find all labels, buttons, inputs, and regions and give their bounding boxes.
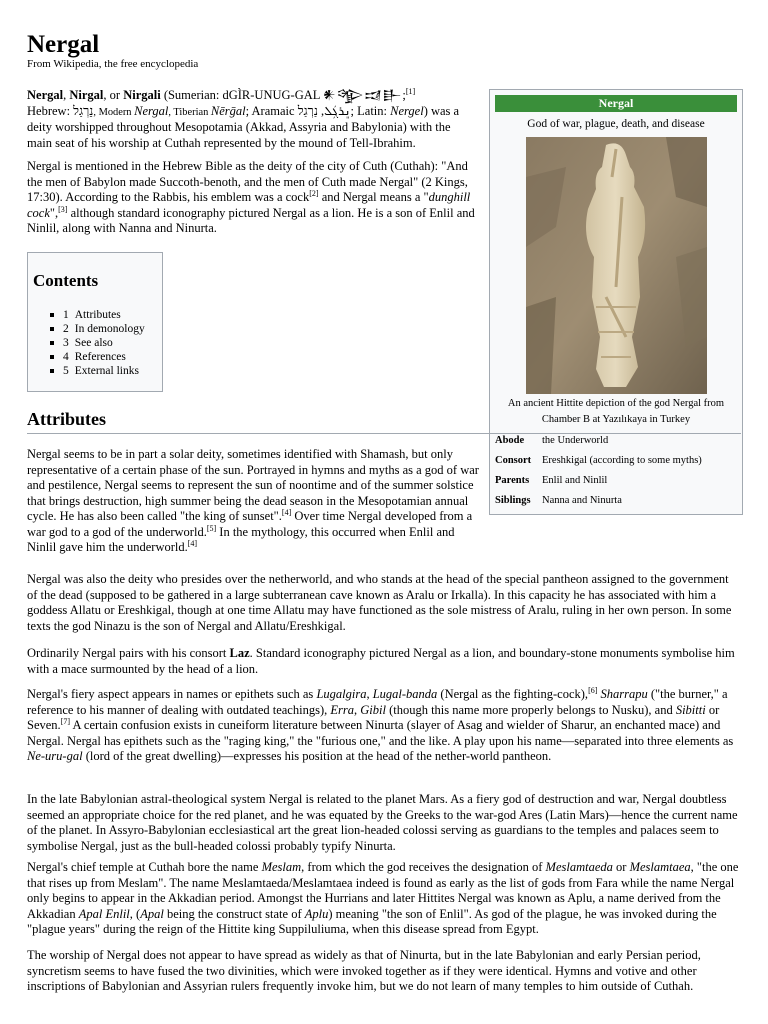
text: Over time Nergal developed from a war god to a god of the underworld. — [27, 509, 473, 539]
toc-num: 3 — [63, 337, 69, 349]
italic-text: Apal Enlil — [78, 906, 130, 921]
text: or — [612, 860, 630, 874]
italic-text: Sibitti — [675, 702, 706, 717]
bold-laz: Laz — [229, 646, 250, 660]
ref-5[interactable]: [5] — [206, 523, 217, 533]
name-nergal: Nergal — [27, 88, 64, 102]
text: In the mythology, this occurred when Enlil and Ninlil gave him the underworld. — [27, 524, 455, 554]
italic-text: Lugal-banda — [372, 687, 438, 701]
bullet-icon — [50, 327, 54, 331]
text: Nergal seems to be in part a solar deity, sometimes identified with Shamash, but only representative of a certain phase of the sun. Portrayed in hymns and myths as a god of war and pestilence, Nergal seems to represent the sun of noontime and of the summer solstice that brings destruction, high summer being the dead season in the Mesopotamian annual cycle. He has also been called "the king of sunset". — [27, 447, 479, 523]
text: , "the one that rises up from Meslam". The name Meslamtaeda/Meslamtaea indeed is found as early as the list of gods from Fara while the name Nergal only begins to appear in the Akkadian period. Amongst the Hurrians and later Hittites Nergal was known as Aplu, a name derived from the Akkadian — [27, 860, 739, 921]
intro-rest: ) was a deity worshipped throughout Mesopotamia (Akkad, Assyria and Babylonia) with the main seat of his worship at Cuthah represented by the mound of Tell-Ibrahim. — [27, 103, 460, 150]
row-value[interactable]: Nanna and Ninurta — [542, 495, 622, 506]
aramaic-text-2: נַרְגַל — [297, 103, 318, 118]
italic-text: Aplu — [304, 906, 329, 921]
name-nirgali: Nirgali — [123, 88, 161, 102]
attributes-paragraph-7: The worship of Nergal does not appear to have spread as widely as that of Ninurta, but in the late Babylonian and early Persian period, syncretism seems to have fused the two divinities, which were invoked together as if they were identical. Hymns and votive and other inscriptions of Babylonian and Assyrian rulers frequently invoke him, but we do not learn of many temples to him outside of Cuthah. — [27, 948, 701, 993]
italic-text: Lugalgira — [316, 687, 367, 701]
attributes-paragraph-3 — [27, 646, 741, 677]
text: Ordinarily Nergal pairs with his consort — [27, 646, 230, 660]
text: and Nergal means a " — [318, 190, 429, 204]
aramaic-text: ܢܸܪܓܲܠ — [324, 103, 351, 118]
text: (though this name more properly belongs to Nusku), and — [385, 702, 676, 717]
italic-text: Meslam — [261, 860, 302, 874]
ref-6[interactable]: [6] — [588, 685, 598, 695]
ref-7[interactable]: [7] — [60, 716, 71, 726]
intro-paragraph-1: Nergal, Nirgal, or Nirgali (Sumerian: dGÌR-UNUG-GAL 𒀭𒄊𒀕𒃲;[1] Hebrew: נֵרְגַל, Modern Nergal, Tiberian Nērḡal; Aramaic ܢܸܪܓܲܠ, נַרְגַל ; Latin: Nergel) was a deity worshipped throughout Mesopotamia (Akkad, Assyria and Babylonia) with the main seat of his worship at Cuthah represented by the mound of Tell-Ibrahim. — [27, 86, 460, 150]
text: , from which the god receives the designation of — [301, 860, 546, 874]
toc-item-attributes[interactable] — [50, 308, 145, 322]
italic-text: dunghill cock — [27, 190, 471, 220]
ref-3[interactable]: [3] — [58, 204, 68, 214]
toc-item-references[interactable] — [50, 350, 145, 364]
text: being the construct state of — [163, 906, 305, 921]
text: ("the burner," a reference to his manner of dealing with outdated teachings), — [27, 687, 728, 717]
italic-text: Apal — [140, 906, 164, 921]
toc-label: External links — [74, 365, 139, 377]
text: although standard iconography pictured Nergal as a lion. He is a son of Enlil and Ninlil, along with Nanna and Ninurta. — [27, 205, 475, 235]
bullet-icon — [50, 355, 54, 359]
toc-item-see-also[interactable] — [50, 336, 145, 350]
hebrew-label: Hebrew: — [27, 103, 74, 118]
text: . Standard iconography pictured Nergal as a lion, and boundary-stone monuments symbolise him with a mace surmounted by the head of a lion. — [27, 646, 735, 676]
bullet-icon — [50, 313, 54, 317]
aramaic-label: ; Aramaic — [245, 103, 298, 118]
table-of-contents — [27, 252, 163, 392]
italic-text: Meslamtaea — [629, 860, 691, 874]
row-key: Siblings — [495, 495, 531, 506]
italic-text: Erra — [330, 702, 354, 717]
text: , — [353, 702, 361, 717]
italic-text: Meslamtaeda — [545, 860, 613, 874]
bullet-icon — [50, 341, 54, 345]
modern-name: Nergal — [134, 103, 169, 118]
wrap-block — [27, 447, 482, 556]
row-key: Abode — [495, 435, 525, 446]
infobox-caption: An ancient Hittite depiction of the god Nergal from Chamber B at Yazılıkaya in Turkey — [507, 398, 725, 425]
toc-item-in-demonology[interactable] — [50, 322, 145, 336]
text: , ( — [129, 906, 141, 921]
text: (lord of the great dwelling)—expresses his position at the head of the nether-world pantheon. — [82, 749, 552, 763]
toc-num: 2 — [63, 323, 69, 335]
infobox-subtitle: God of war, plague, death, and disease — [527, 118, 705, 130]
ref-4[interactable]: [4] — [281, 507, 292, 517]
latin-name: Nergel — [390, 103, 424, 118]
intro-paragraph-2 — [27, 159, 477, 237]
ref-2[interactable]: [2] — [309, 188, 319, 198]
toc-list — [50, 308, 145, 378]
toc-title: Contents — [33, 271, 99, 290]
toc-label: Attributes — [74, 309, 121, 321]
name-nirgal: Nirgal — [69, 88, 104, 102]
bullet-icon — [50, 369, 54, 373]
toc-label: See also — [74, 337, 113, 349]
attributes-paragraph-2: Nergal was also the deity who presides over the netherworld, and who stands at the head of the special pantheon assigned to the government of the dead (supposed to be gathered in a large subterranean cave known as Aralu or Irkalla). In this capacity he has associated with him a goddess Allatu or Ereshkigal, though at one time Allatu may have functioned as the sole mistress of Aralu, ruling in her own person. In some texts the god Ninazu is the son of Nergal and Allatu/Ereshkigal. — [27, 572, 732, 633]
text: (Sumerian: — [160, 88, 223, 102]
text: ) meaning "the son of Enlil". As god of the plague, he was invoked during the "plague years" during the reign of the Hittite king Suppiluliuma, when this disease spread from Egypt. — [27, 906, 717, 936]
text: , — [366, 687, 373, 701]
text: Nergal is mentioned in the Hebrew Bible as the deity of the city of Cuth (Cuthah): "And the men of Babylon made Succoth-benoth, and the men of Cuth made Nergal" (2 Kings, 17:30). According to the Rabbis, his emblem was a cock — [27, 159, 468, 204]
toc-num: 1 — [63, 309, 69, 321]
attributes-paragraph-1 — [27, 447, 741, 556]
attributes-paragraph-6 — [27, 860, 741, 938]
italic-text: Sharrapu — [600, 687, 648, 701]
latin-label: ; Latin: — [350, 103, 391, 118]
page-subtitle: From Wikipedia, the free encyclopedia — [27, 58, 199, 70]
italic-text: Gibil — [360, 702, 386, 717]
toc-label: References — [74, 351, 126, 363]
tiberian-name: Nērḡal — [210, 103, 246, 118]
rock-relief-picture — [526, 137, 707, 394]
ref-4b[interactable]: [4] — [187, 538, 198, 548]
toc-num: 5 — [63, 365, 69, 377]
text: , — [63, 88, 70, 102]
text: ", — [49, 205, 59, 220]
toc-label: In demonology — [74, 323, 145, 335]
row-value[interactable]: the Underworld — [542, 435, 609, 446]
tiberian-label: , Tiberian — [168, 106, 211, 118]
ref-1[interactable]: [1] — [405, 86, 416, 96]
link-sumerian[interactable]: dGÌR-UNUG-GAL — [222, 88, 320, 102]
italic-text: Ne-uru-gal — [27, 749, 83, 763]
hebrew-text: נֵרְגַל — [73, 103, 94, 118]
text: Nergal's chief temple at Cuthah bore the name — [27, 860, 262, 874]
attributes-paragraph-5: In the late Babylonian astral-theological system Nergal is related to the planet Mars. As a fiery god of destruction and war, Nergal doubtless seemed an appropriate choice for the red planet, and he was equated by the Greeks to the war-god Ares (Latin Mars)—hence the current name of the planet. In Assyro-Babylonian ecclesiastical art the great lion-headed colossi serving as guardians to the temples and palaces seem to symbolise Nergal, just as the bull-headed colossi probably typify Ninurta. — [27, 792, 738, 853]
text: Nergal's fiery aspect appears in names or epithets such as — [27, 687, 317, 701]
toc-num: 4 — [63, 351, 69, 363]
page-title: Nergal — [27, 31, 100, 58]
modern-label: , Modern — [93, 106, 135, 118]
cuneiform-glyphs: 𒀭𒄊𒀕𒃲 — [323, 88, 403, 102]
row-key: Parents — [495, 475, 530, 486]
attributes-paragraph-4 — [27, 687, 741, 765]
text: , or — [103, 88, 124, 102]
row-value[interactable]: Enlil and Ninlil — [542, 475, 608, 486]
section-divider — [27, 433, 741, 434]
text: (Nergal as the fighting-cock), — [437, 687, 589, 701]
row-value[interactable]: Ereshkigal (according to some myths) — [542, 455, 702, 466]
row-key: Consort — [495, 455, 532, 466]
text: A certain confusion exists in cuneiform literature between Ninurta (slayer of Asag and wielder of Sharur, an enchanted mace) and Nergal. Nergal has epithets such as the "raging king," the "furious one," and the like. A play upon his name—separated into three elements as — [27, 718, 734, 748]
infobox-header: Nergal — [495, 95, 737, 112]
text: or Seven. — [27, 702, 720, 732]
toc-item-external-links[interactable] — [50, 364, 145, 378]
nergal-relief-image[interactable] — [526, 137, 707, 394]
section-heading-attributes: Attributes — [27, 409, 106, 429]
